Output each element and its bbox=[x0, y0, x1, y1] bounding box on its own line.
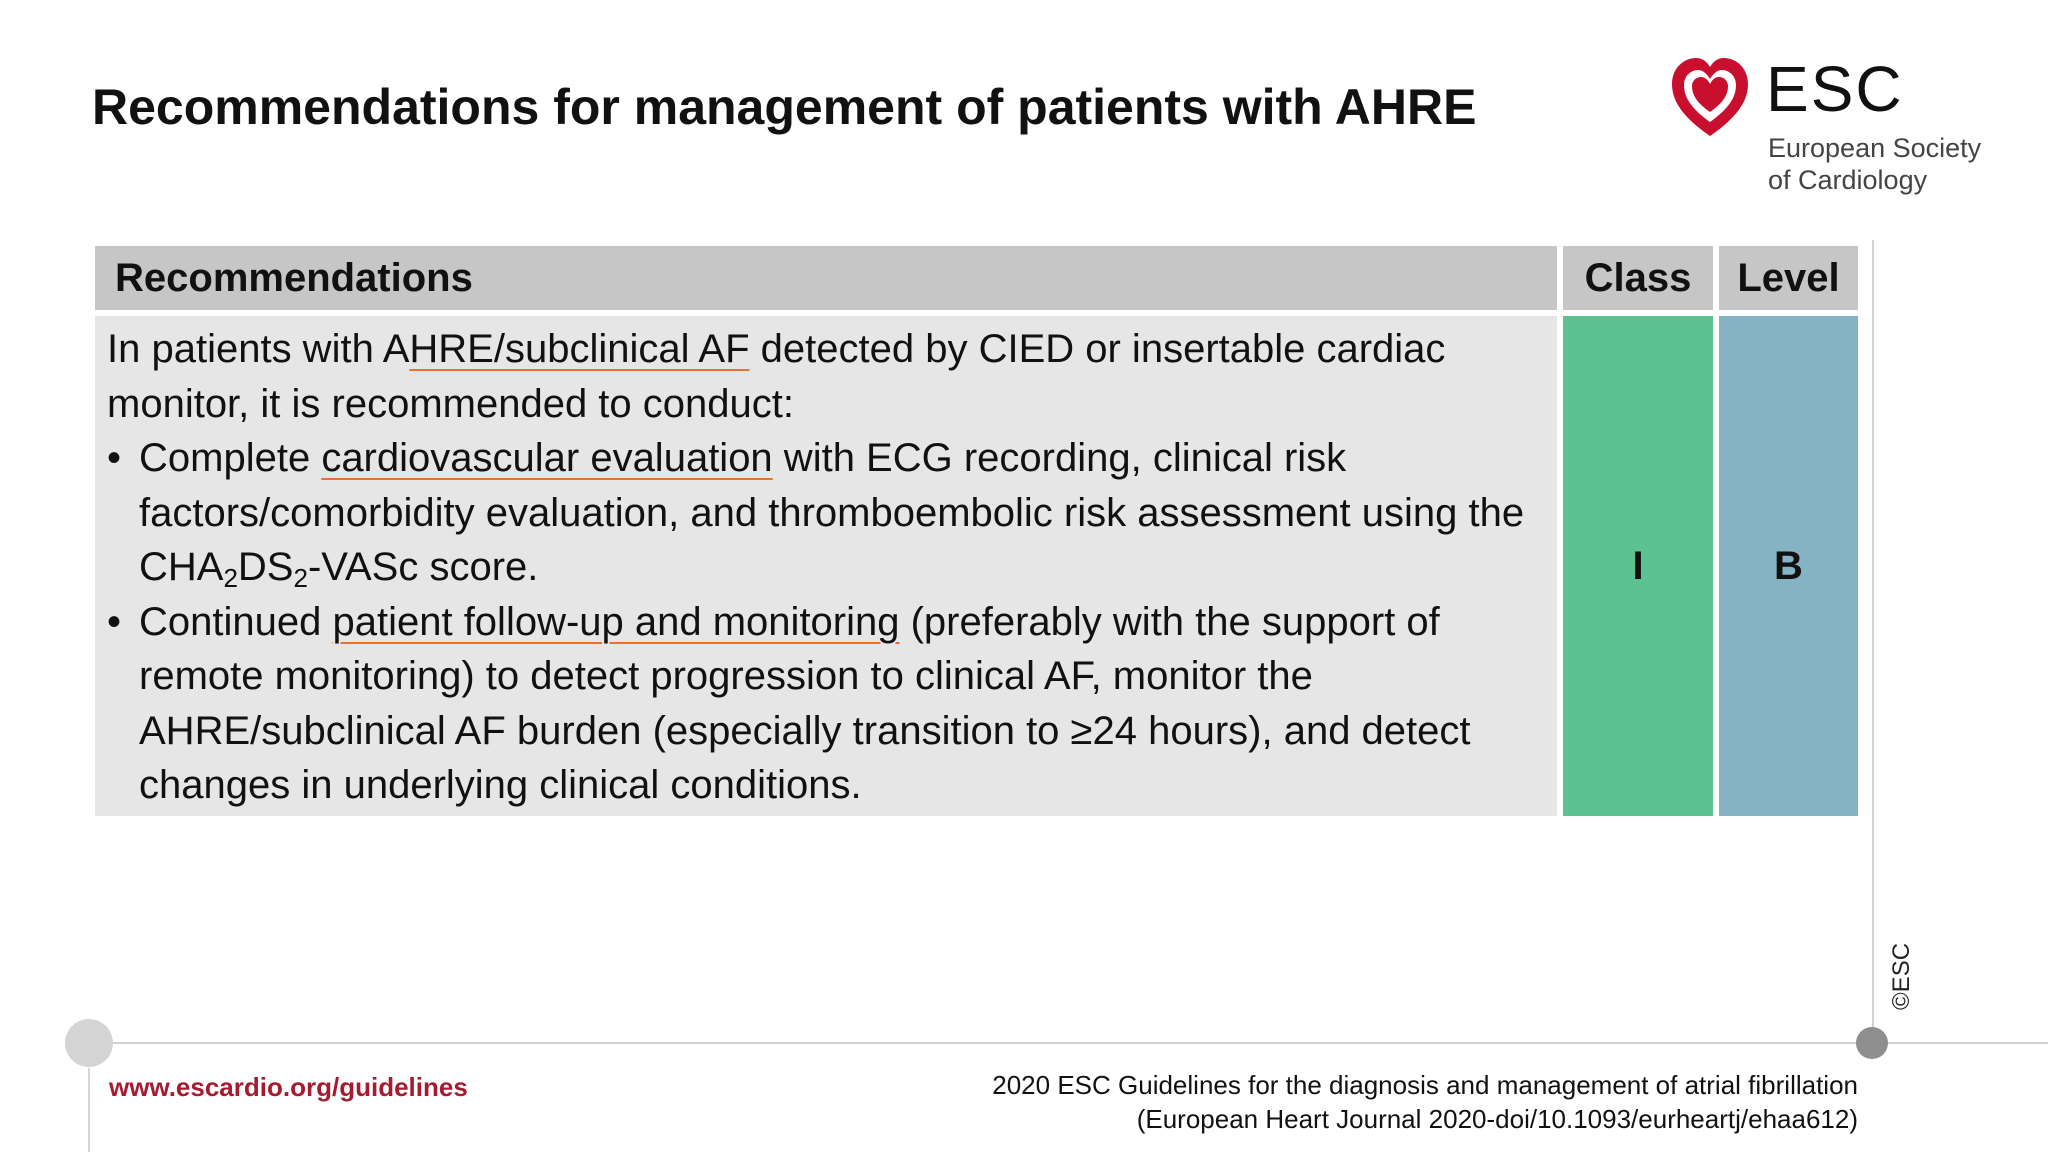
bullet-1-ds: DS bbox=[237, 545, 294, 589]
recommendation-cell bbox=[95, 316, 1557, 816]
level-cell: B bbox=[1719, 316, 1858, 816]
slide-title: Recommendations for management of patients with AHRE bbox=[92, 79, 1477, 135]
footer-circle-right bbox=[1856, 1027, 1888, 1059]
recommendation-text bbox=[107, 322, 1555, 813]
logo-subtitle bbox=[1768, 132, 1981, 196]
underlined-term-ahre: HRE/subclinical AF bbox=[409, 327, 750, 371]
heart-icon bbox=[1670, 56, 1750, 140]
vertical-divider bbox=[1872, 240, 1874, 1045]
bullet-2-end: (preferably with the support of remote monitoring) to detect progression to clinical AF, monitor the AHRE/subclinical AF burden (especially transition to ≥24 hours), and detect changes in underlying clinical conditions. bbox=[139, 599, 1471, 807]
class-cell: I bbox=[1563, 316, 1713, 816]
bullet-symbol: • bbox=[107, 599, 122, 644]
guidelines-link[interactable]: www.escardio.org/guidelines bbox=[109, 1072, 468, 1102]
bullet-1-middle: with ECG recording, clinical risk factors/comorbidity evaluation, and thromboembolic risk assessment using the CHA bbox=[139, 436, 1525, 589]
reference-line-1: 2020 ESC Guidelines for the diagnosis and management of atrial fibrillation bbox=[992, 1070, 1858, 1100]
bullet-symbol: • bbox=[107, 436, 122, 480]
header-recommendations: Recommendations bbox=[95, 246, 1557, 310]
recommendation-intro bbox=[107, 322, 1555, 431]
logo-abbreviation: ESC bbox=[1766, 53, 1904, 125]
bullet-text bbox=[139, 595, 1555, 813]
subscript-2b: 2 bbox=[293, 563, 308, 593]
underlined-term-cardiovascular: cardiovascular evaluation bbox=[321, 436, 773, 480]
intro-text-end: detected by CIED or insertable cardiac monitor, it is recommended to conduct: bbox=[107, 327, 1446, 426]
subscript-2a: 2 bbox=[223, 563, 238, 593]
footer-circle-left bbox=[65, 1019, 113, 1067]
header-class: Class bbox=[1563, 246, 1713, 310]
footer-reference bbox=[992, 1068, 1858, 1136]
header-level: Level bbox=[1719, 246, 1858, 310]
bullet-text bbox=[139, 431, 1555, 595]
footer-vertical-line bbox=[88, 1068, 90, 1152]
bullet-1-start: Complete bbox=[139, 436, 322, 480]
bullet-item-follow-up bbox=[107, 595, 1555, 813]
bullet-item-evaluation bbox=[107, 431, 1555, 595]
bullet-2-start: Continued bbox=[139, 599, 333, 644]
logo-line-1: European Society bbox=[1768, 133, 1982, 163]
logo-line-2: of Cardiology bbox=[1768, 165, 1928, 195]
esc-logo bbox=[1670, 52, 2000, 202]
bullet-1-end: -VASc score. bbox=[307, 545, 539, 589]
copyright-notice: ©ESC bbox=[1888, 942, 1915, 1010]
reference-line-2: (European Heart Journal 2020-doi/10.1093/eurheartj/ehaa612) bbox=[1136, 1104, 1858, 1134]
intro-text-start: In patients with A bbox=[107, 327, 410, 371]
footer-divider bbox=[90, 1042, 2048, 1044]
underlined-term-follow-up: patient follow-up and monitoring bbox=[332, 599, 900, 644]
